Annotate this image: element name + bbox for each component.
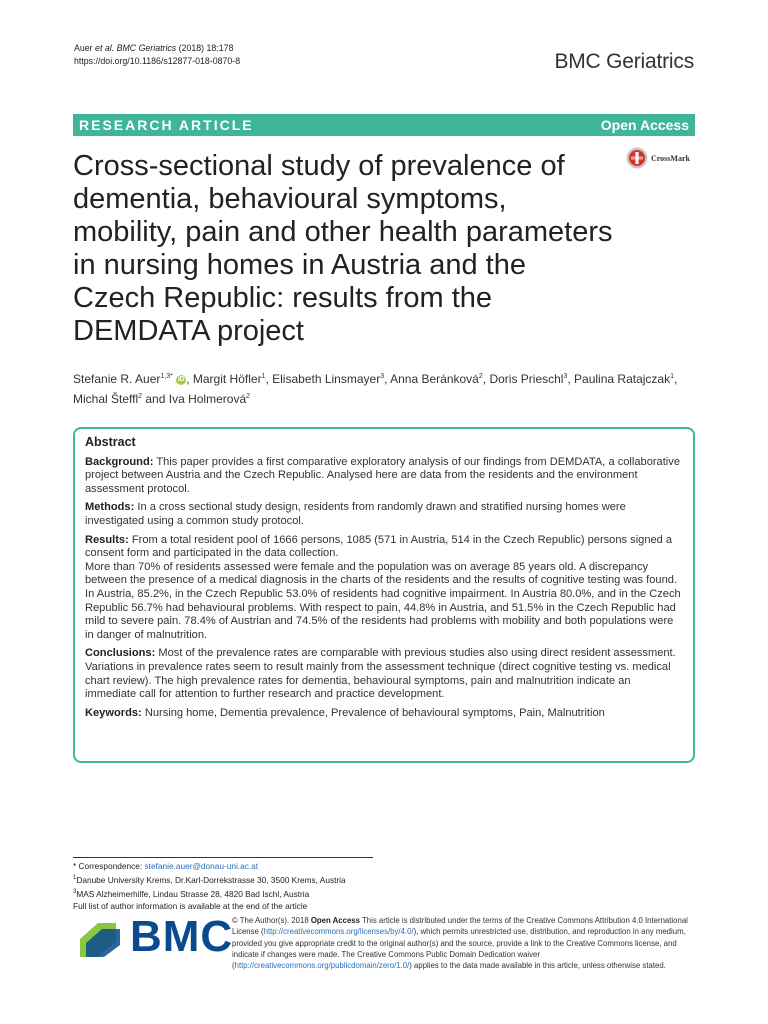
- author-affil: 2: [246, 393, 251, 400]
- license-link-by[interactable]: http://creativecommons.org/licenses/by/4.0/: [263, 927, 414, 937]
- journal-name: BMC Geriatrics: [554, 50, 694, 73]
- author-affil: 1,3*: [160, 373, 173, 380]
- abstract-background: Background: This paper provides a first comparative exploratory analysis of our findings from DEMDATA, a collaborative project between Austria and the Czech Republic. Analysed here are data from the residents and the environment assessment protocol.: [85, 455, 680, 495]
- header-etal: et al.: [95, 43, 115, 53]
- author-name[interactable]: Margit Höfler: [192, 372, 262, 386]
- crossmark-icon: [626, 147, 648, 169]
- bmc-logo-text: BMC: [130, 912, 234, 961]
- author-affil: 2: [138, 393, 143, 400]
- correspondence-email[interactable]: stefanie.auer@donau-uni.ac.at: [144, 861, 259, 871]
- author-name[interactable]: Stefanie R. Auer: [73, 372, 161, 386]
- orcid-icon[interactable]: iD: [177, 375, 185, 383]
- header-author: Auer: [74, 43, 93, 53]
- abstract-results-cont: More than 70% of residents assessed were female and the population was on average 85 years old. A discrepancy between the presence of a medical diagnosis in the charts of the residents and the results of cognitive testing was found. In Austria, 85.2%, in the Czech Republic 53.0% of residents had cognitive impairment. In Austria 80.0%, and in the Czech Republic 56.7% had behavioural problems. With respect to pain, 44.8% in Austria, and 51.5% in the Czech Republic had mild to severe pain. 78.4% of Austrian and 74.5% of the residents had problems with mobility and both populations were in danger of malnutrition.: [85, 560, 681, 641]
- license-link-zero[interactable]: http://creativecommons.org/publicdomain/zero/1.0/: [234, 961, 410, 971]
- author-name[interactable]: Iva Holmerová: [168, 392, 247, 406]
- abstract-methods: Methods: In a cross sectional study design, residents from randomly drawn and stratified nursing homes were investigated using a common study protocol.: [85, 501, 626, 527]
- abstract-conclusions: Conclusions: Most of the prevalence rates are comparable with previous studies also using direct resident assessment. Variations in prevalence rates seem to result mainly from the assessment technique (direct cognitive testing vs. medical chart review). The high prevalence rates for dementia, behavioural symptoms, pain and malnutrition indicate an immediate call for attention to further research and practice development.: [85, 647, 676, 701]
- bmc-mark-icon: [80, 917, 128, 957]
- author-affil: 1: [261, 373, 266, 380]
- correspondence: * Correspondence: stefanie.auer@donau-uni.ac.at: [73, 861, 259, 871]
- abstract-keywords: Keywords: Nursing home, Dementia prevalence, Prevalence of behavioural symptoms, Pain, Malnutrition: [85, 706, 605, 719]
- bmc-logo: [80, 912, 233, 962]
- footnotes: [73, 860, 346, 912]
- header-journal: BMC Geriatrics: [116, 43, 177, 53]
- open-access-label: Open Access: [600, 117, 689, 133]
- license-statement: © The Author(s). 2018 Open Access This article is distributed under the terms of the Creative Commons Attribution 4.0 International License (http://creativecommons.org/licenses/by/4.0/), which permits unrestricted use, distribution, and reproduction in any medium, provided you give appropriate credit to the original author(s) and the source, provide a link to the Creative Commons license, and indicate if changes were made. The Creative Commons Public Domain Dedication waiver (http://creativecommons.org/publicdomain/zero/1.0/) applies to the data made available in this article, unless otherwise stated.: [232, 916, 688, 971]
- abstract-results: Results: From a total resident pool of 1666 persons, 1085 (571 in Austria, 514 in the Czech Republic) persons signed a consent form and participated in the data collection.: [85, 533, 673, 560]
- footnote-divider: [73, 857, 373, 858]
- author-affil: 1: [670, 373, 674, 380]
- author-affil: 3: [563, 373, 568, 380]
- article-type-banner: [73, 114, 695, 136]
- header-doi[interactable]: https://doi.org/10.1186/s12877-018-0870-8: [74, 56, 241, 66]
- abstract-heading: Abstract: [85, 435, 136, 449]
- crossmark-label: CrossMark: [651, 153, 690, 163]
- author-info-note: Full list of author information is available at the end of the article: [73, 900, 308, 911]
- author-name[interactable]: Doris Prieschl: [489, 372, 564, 386]
- affiliation-1: $^1$Danube University Krems, Dr.Karl-Dorrekstrasse 30, 3500 Krems, Austria: [73, 874, 346, 885]
- crossmark-badge[interactable]: [626, 147, 690, 169]
- author-name[interactable]: Paulina Ratajczak: [574, 372, 671, 386]
- article-type-label: RESEARCH ARTICLE: [79, 117, 254, 133]
- author-name[interactable]: Anna Beránková: [390, 372, 479, 386]
- author-name[interactable]: Michal Šteffl: [73, 392, 139, 406]
- abstract-box: [73, 427, 695, 763]
- article-title: Cross-sectional study of prevalence of dementia, behavioural symptoms, mobility, pain and other health parameters in nursing homes in Austria and the Czech Republic: results from the DEMDATA project: [73, 150, 613, 347]
- author-name[interactable]: Elisabeth Linsmayer: [272, 372, 381, 386]
- affiliation-3: $^3$MAS Alzheimerhilfe, Lindau Strasse 28, 4820 Bad Ischl, Austria: [73, 888, 310, 899]
- author-affil: 2: [478, 373, 483, 380]
- author-affil: 3: [380, 373, 385, 380]
- header-citation: (2018) 18:178: [178, 43, 234, 53]
- running-header: [74, 42, 240, 68]
- author-list: Stefanie R. Auer$^{1,3*}$ iD , Margit Höfler$^1$, Elisabeth Linsmayer$^3$, Anna Beránková$^2$, Doris Prieschl$^3$, Paulina Ratajczak$^1$, Michal Šteffl$^2$ and Iva Holmerová$^2$: [73, 372, 678, 406]
